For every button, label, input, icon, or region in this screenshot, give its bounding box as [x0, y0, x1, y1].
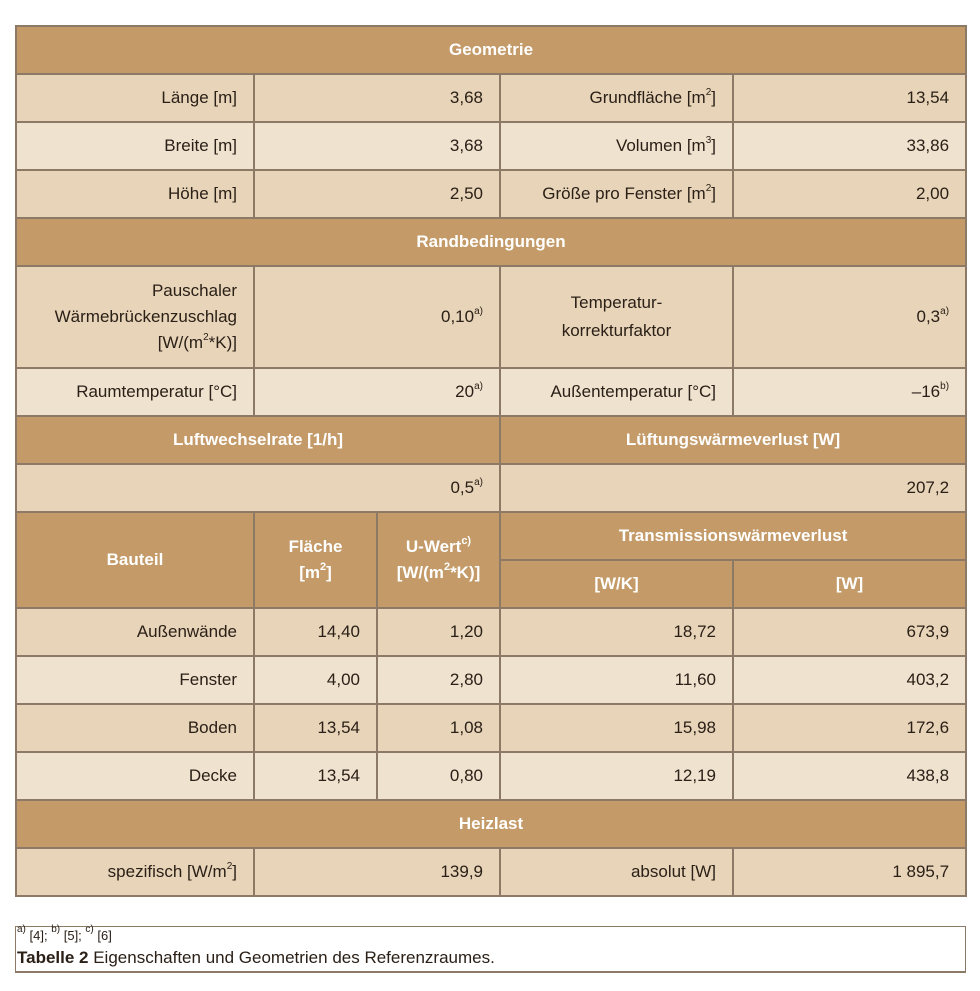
- bauteil-name: Decke: [16, 752, 254, 800]
- table-row: [16, 464, 966, 512]
- row-label: Breite [m]: [16, 122, 254, 170]
- luftwechsel-value: 0,5$^{a)}$: [16, 464, 500, 512]
- bauteil-uwert: 0,80: [377, 752, 500, 800]
- table-row: [16, 656, 966, 704]
- table-row: [16, 752, 966, 800]
- reference-room-table: [15, 25, 967, 897]
- col-header-flaeche: Fläche $[m^2]$: [254, 512, 377, 608]
- row-value: 33,86: [733, 122, 966, 170]
- bauteil-w: 172,6: [733, 704, 966, 752]
- bauteil-w: 403,2: [733, 656, 966, 704]
- bauteil-wk: 15,98: [500, 704, 733, 752]
- table-row: [16, 122, 966, 170]
- table-row: [16, 74, 966, 122]
- table-row: [16, 704, 966, 752]
- row-label: Grundfläche $[m^2]$: [500, 74, 733, 122]
- section-header-randbedingungen: Randbedingungen: [16, 218, 966, 266]
- bauteil-flaeche: 14,40: [254, 608, 377, 656]
- bauteil-name: Fenster: [16, 656, 254, 704]
- col-header-w: [W]: [733, 560, 966, 608]
- row-value: 2,50: [254, 170, 500, 218]
- bauteil-uwert: 1,20: [377, 608, 500, 656]
- col-header-wk: [W/K]: [500, 560, 733, 608]
- lueftung-verlust-value: 207,2: [500, 464, 966, 512]
- row-label: Volumen $[m^3]$: [500, 122, 733, 170]
- heizlast-spez-value: 139,9: [254, 848, 500, 896]
- section-header-geometrie: Geometrie: [16, 26, 966, 74]
- bauteil-name: Boden: [16, 704, 254, 752]
- col-header-uwert: U-Wert$^{c)}$ $[W/(m^2*K)]$: [377, 512, 500, 608]
- row-value: 2,00: [733, 170, 966, 218]
- table-row: [16, 266, 966, 368]
- bauteil-uwert: 1,08: [377, 704, 500, 752]
- luftwechsel-header: Luftwechselrate [1/h]: [16, 416, 500, 464]
- raumtemp-label: Raumtemperatur [°C]: [16, 368, 254, 416]
- bauteil-flaeche: 13,54: [254, 704, 377, 752]
- col-header-transmission: Transmissionswärmeverlust: [500, 512, 966, 560]
- bauteil-name: Außenwände: [16, 608, 254, 656]
- bauteil-w: 673,9: [733, 608, 966, 656]
- bauteil-w: 438,8: [733, 752, 966, 800]
- row-label: Länge [m]: [16, 74, 254, 122]
- aussentemp-label: Außentemperatur [°C]: [500, 368, 733, 416]
- row-label: Höhe [m]: [16, 170, 254, 218]
- raumtemp-value: 20$^{a)}$: [254, 368, 500, 416]
- table-row: [16, 848, 966, 896]
- temp-korrektur-label: Temperatur- korrekturfaktor: [500, 266, 733, 368]
- bauteil-flaeche: 13,54: [254, 752, 377, 800]
- heizlast-abs-label: absolut [W]: [500, 848, 733, 896]
- bauteil-wk: 12,19: [500, 752, 733, 800]
- section-header-heizlast: Heizlast: [16, 800, 966, 848]
- waermebruecke-label: Pauschaler Wärmebrückenzuschlag $[W/(m^2*K)]$: [16, 266, 254, 368]
- row-value: 3,68: [254, 74, 500, 122]
- bauteil-flaeche: 4,00: [254, 656, 377, 704]
- footnotes: $^{a)}$ [4]; $^{b)}$ [5]; $^{c)}$ [6]: [15, 926, 966, 945]
- row-value: 13,54: [733, 74, 966, 122]
- row-value: 3,68: [254, 122, 500, 170]
- table-caption: [15, 944, 966, 973]
- bauteil-wk: 11,60: [500, 656, 733, 704]
- temp-korrektur-value: 0,3$^{a)}$: [733, 266, 966, 368]
- aussentemp-value: –16$^{b)}$: [733, 368, 966, 416]
- table-row: [16, 368, 966, 416]
- lueftung-verlust-header: Lüftungswärmeverlust [W]: [500, 416, 966, 464]
- table-row: [16, 608, 966, 656]
- bauteil-uwert: 2,80: [377, 656, 500, 704]
- heizlast-spez-label: spezifisch $[W/m^2]$: [16, 848, 254, 896]
- col-header-bauteil: Bauteil: [16, 512, 254, 608]
- waermebruecke-value: 0,10$^{a)}$: [254, 266, 500, 368]
- caption-text: Eigenschaften und Geometrien des Referenzraumes.: [88, 948, 495, 967]
- row-label: Größe pro Fenster $[m^2]$: [500, 170, 733, 218]
- bauteil-wk: 18,72: [500, 608, 733, 656]
- table-row: [16, 170, 966, 218]
- heizlast-abs-value: 1 895,7: [733, 848, 966, 896]
- caption-label: Tabelle 2: [17, 948, 89, 967]
